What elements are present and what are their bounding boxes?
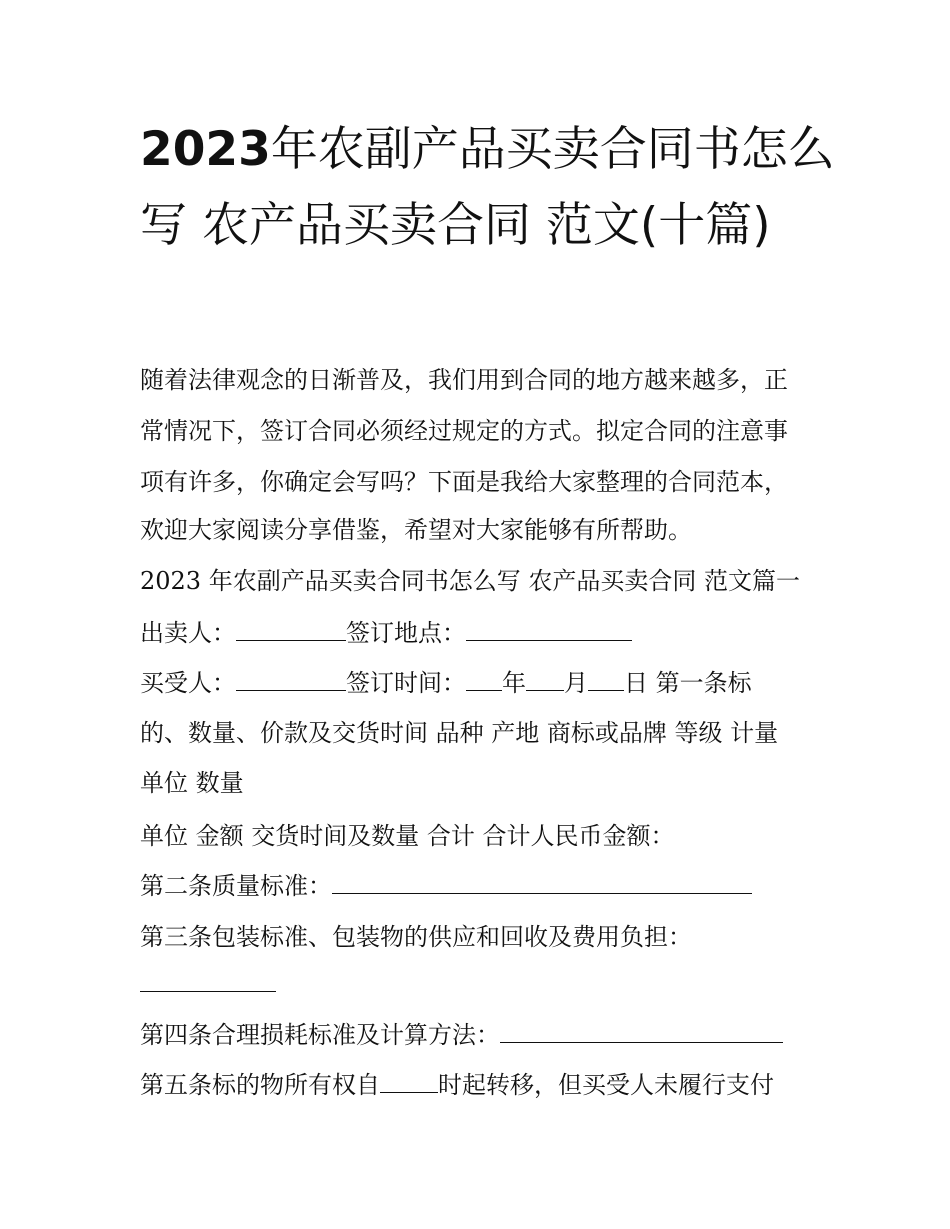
section-heading: 2023 年农副产品买卖合同书怎么写 农产品买卖合同 范文篇一 xyxy=(140,567,800,595)
buyer-line xyxy=(140,667,752,699)
article1-line-4: 单位 金额 交货时间及数量 合计 合计人民币金额： xyxy=(140,822,675,850)
intro-line-1: 随着法律观念的日渐普及，我们用到合同的地方越来越多，正 xyxy=(140,366,788,394)
sign-place-label: 签订地点： xyxy=(346,619,466,647)
article2-blank xyxy=(332,871,752,894)
article5-start: 第五条标的物所有权自 xyxy=(140,1071,380,1099)
buyer-blank xyxy=(236,668,346,691)
year-label: 年 xyxy=(502,669,526,697)
title-text: 年农副产品买卖合同书怎么写 农产品买卖合同 范文(十篇) xyxy=(140,122,835,253)
seller-blank xyxy=(236,618,346,641)
seller-label: 出卖人： xyxy=(140,619,236,647)
document-title xyxy=(140,112,840,264)
day-blank xyxy=(588,668,624,691)
sign-time-label: 签订时间： xyxy=(346,669,466,697)
month-blank xyxy=(526,668,564,691)
intro-line-3: 项有许多，你确定会写吗？下面是我给大家整理的合同范本， xyxy=(140,468,788,496)
article1-start: 第一条标 xyxy=(655,669,752,697)
article1-line-3: 单位 数量 xyxy=(140,769,244,797)
article4-label: 第四条合理损耗标准及计算方法： xyxy=(140,1021,500,1049)
article2-line xyxy=(140,870,752,902)
article4-blank xyxy=(500,1020,783,1043)
article3-blank xyxy=(140,969,276,992)
day-label: 日 xyxy=(624,669,648,697)
intro-line-2: 常情况下，签订合同必须经过规定的方式。拟定合同的注意事 xyxy=(140,417,788,445)
article4-line xyxy=(140,1019,783,1051)
buyer-label: 买受人： xyxy=(140,669,236,697)
year-blank xyxy=(466,668,502,691)
sign-place-blank xyxy=(466,618,632,641)
article2-label: 第二条质量标准： xyxy=(140,872,332,900)
title-year: 2023 xyxy=(140,122,271,177)
article3-blank-line xyxy=(140,968,276,1000)
article5-line xyxy=(140,1069,774,1101)
intro-line-4: 欢迎大家阅读分享借鉴，希望对大家能够有所帮助。 xyxy=(140,516,692,544)
article5-end: 时起转移，但买受人未履行支付 xyxy=(438,1071,774,1099)
seller-line xyxy=(140,617,632,649)
month-label: 月 xyxy=(564,669,588,697)
article5-blank xyxy=(380,1070,438,1093)
article3-line: 第三条包装标准、包装物的供应和回收及费用负担： xyxy=(140,923,692,951)
article1-line-2: 的、数量、价款及交货时间 品种 产地 商标或品牌 等级 计量 xyxy=(140,719,779,747)
